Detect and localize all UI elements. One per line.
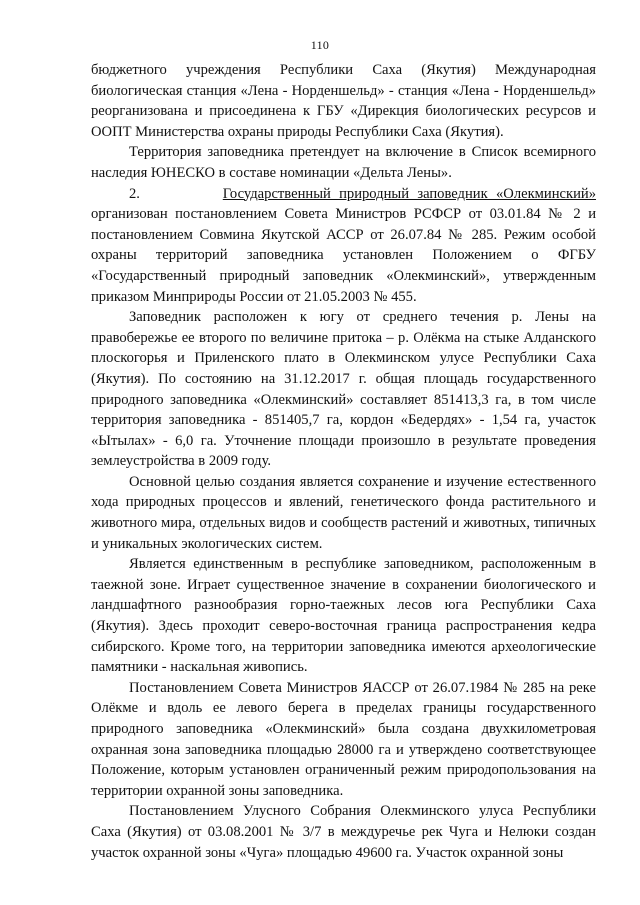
paragraph-location: Заповедник расположен к югу от среднего течения р. Лены на правобережье ее второго по величине притока – р. Олёкма на стыке Алданского плоскогорья и Приленского плато в Олекминском улусе Республики Саха (Якутия). По состоянию на 31.12.2017 г. общая площадь государственного природного заповедника «Олекминский» составляет 851413,3 га, в том числе территория заповедника - 851405,7 га, кордон «Бедердях» - 1,54 га, участок «Ытылах» - 6,0 га. Уточнение площади произошло в результате проведения землеустройства в 2009 году. xyxy=(91,309,596,470)
paragraph-buffer-zone: Постановлением Совета Министров ЯАССР от 26.07.1984 № 285 на реке Олёкме и вдоль ее левого берега в пределах границы государственного природного заповедника «Олекминский» была создана двухкилометровая охранная зона заповедника площадью 28000 га и утверждено соответствующее Положение, которым установлен ограниченный режим природопользования на территории охранной зоны заповедника. xyxy=(91,679,596,799)
document-body xyxy=(91,60,596,863)
paragraph-olekminsky-text: организован постановлением Совета Министров РСФСР от 03.01.84 № 2 и постановлением Совмина Якутской АССР от 26.07.84 № 285. Режим особой охраны территорий заповедника установлен Положением о ФГБУ «Государственный природный заповедник «Олекминский», утвержденным приказом Минприроды России от 21.05.2003 № 455. xyxy=(91,206,596,305)
paragraph-taiga: Является единственным в республике заповедником, расположенным в таежной зоне. Играет существенное значение в сохранении биологического и ландшафтного разнообразия горно-таежных лесов юга Республики Саха (Якутия). Здесь проходит северо-восточная граница распространения кедра сибирского. Кроме того, на территории заповедника имеются археологические памятники - наскальная живопись. xyxy=(91,556,596,676)
page-number: 110 xyxy=(310,38,330,52)
list-number: 2. xyxy=(129,185,140,202)
paragraph-chuga: Постановлением Улусного Собрания Олекминского улуса Республики Саха (Якутия) от 03.08.2001 № 3/7 в междуречье рек Чуга и Нелюки создан участок охранной зоны «Чуга» площадью 49600 га. Участок охранной зоны xyxy=(91,803,596,861)
paragraph-olekminsky-intro xyxy=(91,184,596,308)
section-title-olekminsky: Государственный природный заповедник «Олекминский» xyxy=(222,185,597,202)
paragraph-purpose: Основной целью создания является сохранение и изучение естественного хода природных процессов и явлений, генетического фонда растительного и животного мира, отдельных видов и сообществ растений и животных, типичных и уникальных экологических систем. xyxy=(91,473,596,552)
paragraph-continuation: бюджетного учреждения Республики Саха (Якутия) Международная биологическая станция «Лена - Норденшельд» - станция «Лена - Норденшельд» реорганизована и присоединена к ГБУ «Дирекция биологических ресурсов и ООПТ Министерства охраны природы Республики Саха (Якутия). xyxy=(91,62,596,140)
paragraph-unesco: Территория заповедника претендует на включение в Список всемирного наследия ЮНЕСКО в составе номинации «Дельта Лены». xyxy=(91,144,596,181)
